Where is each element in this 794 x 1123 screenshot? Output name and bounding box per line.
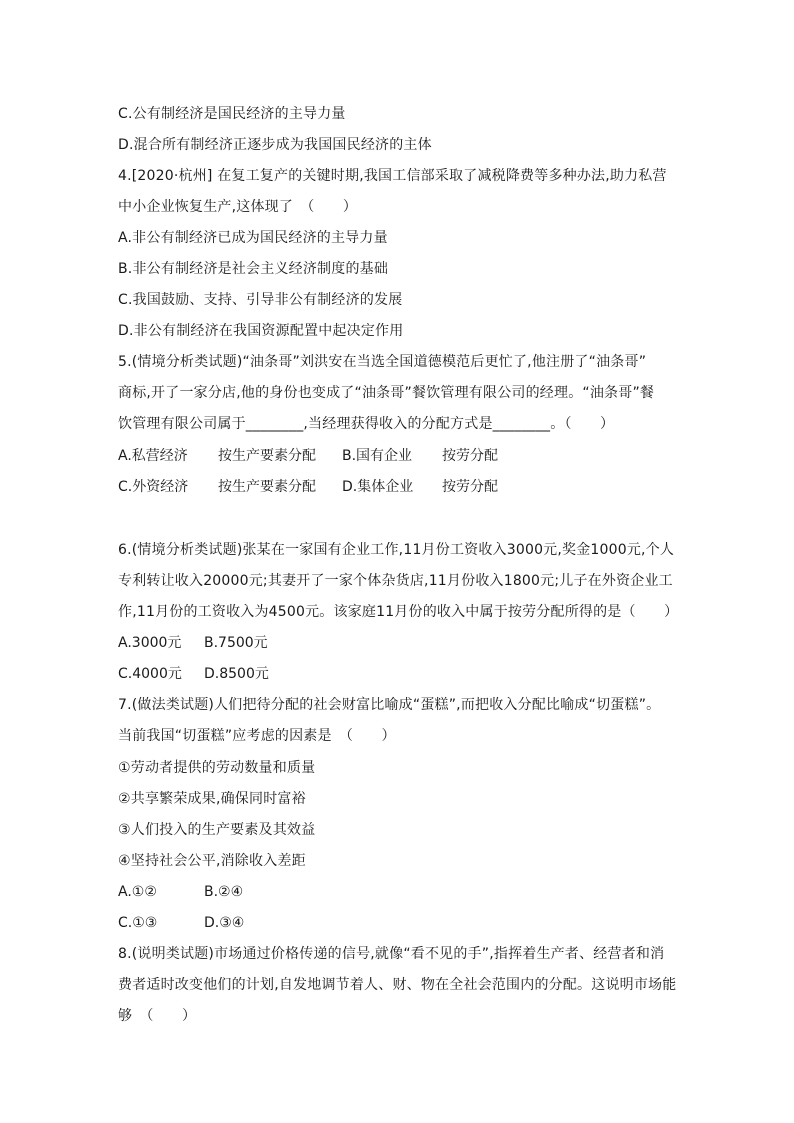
q6-option-a: A.3000元: [118, 635, 182, 651]
q5-option-c-method: 按生产要素分配: [218, 479, 316, 495]
q6-option-b: B.7500元: [204, 635, 268, 651]
q8-stem-line2: 费者适时改变他们的计划,自发地调节着人、财、物在全社会范围内的分配。这说明市场能: [118, 977, 677, 993]
q7-option-b: B.②④: [204, 884, 244, 900]
q7-statement-1: ①劳动者提供的劳动数量和质量: [118, 760, 316, 776]
q5-options-row1: [118, 446, 498, 466]
q4-option-c: C.我国鼓励、支持、引导非公有制经济的发展: [118, 292, 403, 308]
q5-stem-line1: 5.(情境分析类试题)“油条哥”刘洪安在当选全国道德模范后更忙了,他注册了“油条哥”: [118, 354, 647, 370]
q8-stem-line1: 8.(说明类试题)市场通过价格传递的信号,就像“看不见的手”,指挥着生产者、经营者和消: [118, 946, 665, 962]
q4-option-b: B.非公有制经济是社会主义经济制度的基础: [118, 261, 389, 277]
q6-stem-line3: 作,11月份的工资收入为4500元。该家庭11月份的收入中属于按劳分配所得的是（ ）: [118, 604, 679, 620]
q5-option-c-type: C.外资经济: [118, 479, 189, 495]
q6-options-row2: [118, 664, 269, 684]
q7-option-d: D.③④: [204, 915, 245, 931]
q6-stem-line1: 6.(情境分析类试题)张某在一家国有企业工作,11月份工资收入3000元,奖金1000元,个人: [118, 542, 675, 558]
q6-option-c: C.4000元: [118, 666, 182, 682]
q5-option-a-type: A.私营经济: [118, 448, 188, 464]
q7-stem-line2: 当前我国“切蛋糕”应考虑的因素是 （ ）: [118, 728, 396, 744]
q7-option-a: A.①②: [118, 884, 157, 900]
q3-option-c: C.公有制经济是国民经济的主导力量: [118, 106, 346, 122]
q4-option-d: D.非公有制经济在我国资源配置中起决定作用: [118, 323, 404, 339]
q5-option-d-method: 按劳分配: [442, 479, 498, 495]
q7-statement-4: ④坚持社会公平,消除收入差距: [118, 853, 306, 869]
q3-option-d: D.混合所有制经济正逐步成为我国国民经济的主体: [118, 137, 432, 153]
q7-stem-line1: 7.(做法类试题)人们把待分配的社会财富比喻成“蛋糕”,而把收入分配比喻成“切蛋糕”。: [118, 697, 661, 713]
q5-option-b-method: 按劳分配: [442, 448, 498, 464]
q6-option-d: D.8500元: [204, 666, 269, 682]
q4-option-a: A.非公有制经济已成为国民经济的主导力量: [118, 230, 388, 246]
q6-options-row1: [118, 633, 268, 653]
q5-options-row2: [118, 477, 498, 497]
q7-options-row2: [118, 913, 244, 933]
q7-statement-3: ③人们投入的生产要素及其效益: [118, 822, 316, 838]
q5-option-d-type: D.集体企业: [342, 479, 414, 495]
q5-option-b-type: B.国有企业: [342, 448, 413, 464]
q5-option-a-method: 按生产要素分配: [218, 448, 316, 464]
q5-stem-line3: 饮管理有限公司属于________,当经理获得收入的分配方式是________。（ ）: [118, 416, 615, 432]
q4-stem-line2: 中小企业恢复生产,这体现了 （ ）: [118, 199, 358, 215]
q6-stem-line2: 专利转让收入20000元;其妻开了一家个体杂货店,11月份收入1800元;儿子在外资企业工: [118, 573, 673, 589]
q5-stem-line2: 商标,开了一家分店,他的身份也变成了“油条哥”餐饮管理有限公司的经理。“油条哥”餐: [118, 385, 655, 401]
q8-stem-line3: 够 （ ）: [118, 1008, 197, 1024]
q7-options-row1: [118, 882, 243, 902]
q7-statement-2: ②共享繁荣成果,确保同时富裕: [118, 791, 306, 807]
q4-stem-line1: 4.[2020·杭州] 在复工复产的关键时期,我国工信部采取了减税降费等多种办法,助力私营: [118, 168, 667, 184]
q7-option-c: C.①③: [118, 915, 158, 931]
